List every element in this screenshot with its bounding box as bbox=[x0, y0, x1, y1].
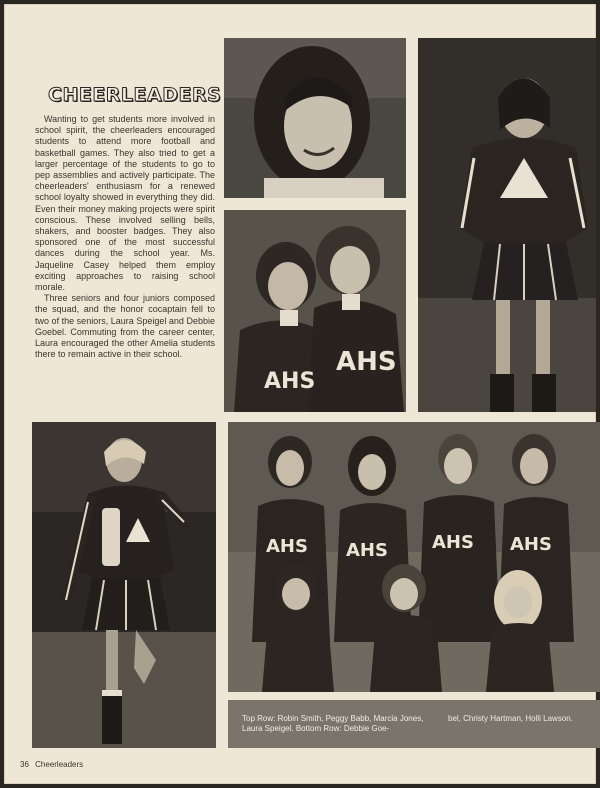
two-cheerleaders-image bbox=[224, 210, 406, 412]
sweater-letters-6: AHS bbox=[510, 534, 552, 555]
running-cheerleader-image bbox=[32, 422, 216, 748]
sweater-letters-2: AHS bbox=[264, 369, 316, 394]
photo-running-cheerleader bbox=[32, 422, 216, 748]
page-title: CHEERLEADERS bbox=[48, 84, 222, 106]
photo-standing-cheerleader bbox=[418, 38, 596, 412]
caption-column-1: Top Row: Robin Smith, Peggy Babb, Marcia Jones, Laura Speigel. Bottom Row: Debbie Goe- bbox=[242, 714, 424, 733]
photo-caption-bar bbox=[228, 700, 600, 748]
article-body bbox=[35, 114, 215, 360]
page-footer bbox=[20, 760, 87, 769]
photo-two-cheerleaders bbox=[224, 210, 406, 412]
sweater-letters-3: AHS bbox=[266, 536, 308, 557]
standing-cheerleader-image bbox=[418, 38, 596, 412]
article-paragraph-1: Wanting to get students more involved in school spirit, the cheerleaders encouraged students to attend more football and basketball games. They also tried to get a larger percentage of the students to go to pep assemblies and actively participate. The cheerleaders' enthusiasm for a renewed school loyalty showed in everything they did. Even their money making projects were spirit conscious. These involved selling bells, shakers, and booster badges. They also sponsored one of the most successful dances during the school year. Ms. Jaqueline Casey helped them employ exciting approaches to raising school morale. bbox=[35, 114, 215, 293]
yearbook-page bbox=[4, 4, 596, 784]
page-number: 36 bbox=[20, 760, 29, 769]
caption-column-2: bel, Christy Hartman, Holli Lawson. bbox=[448, 714, 573, 723]
photo-smiling-cheerleader bbox=[224, 38, 406, 198]
smiling-cheerleader-image bbox=[224, 38, 406, 198]
section-name: Cheerleaders bbox=[35, 760, 84, 769]
sweater-letters-1: AHS bbox=[336, 347, 397, 377]
article-paragraph-2: Three seniors and four juniors composed the squad, and the honor cocaptain fell to two of the seniors, Laura Speigel and Debbie Goebel. Commuting from the career center, Laura encouraged the other Amelia students there to remain active in their school. bbox=[35, 293, 215, 360]
photo-cheerleading-squad bbox=[228, 422, 600, 692]
sweater-letters-5: AHS bbox=[432, 532, 474, 553]
cheerleading-squad-image bbox=[228, 422, 600, 692]
sweater-letters-4: AHS bbox=[346, 540, 388, 561]
